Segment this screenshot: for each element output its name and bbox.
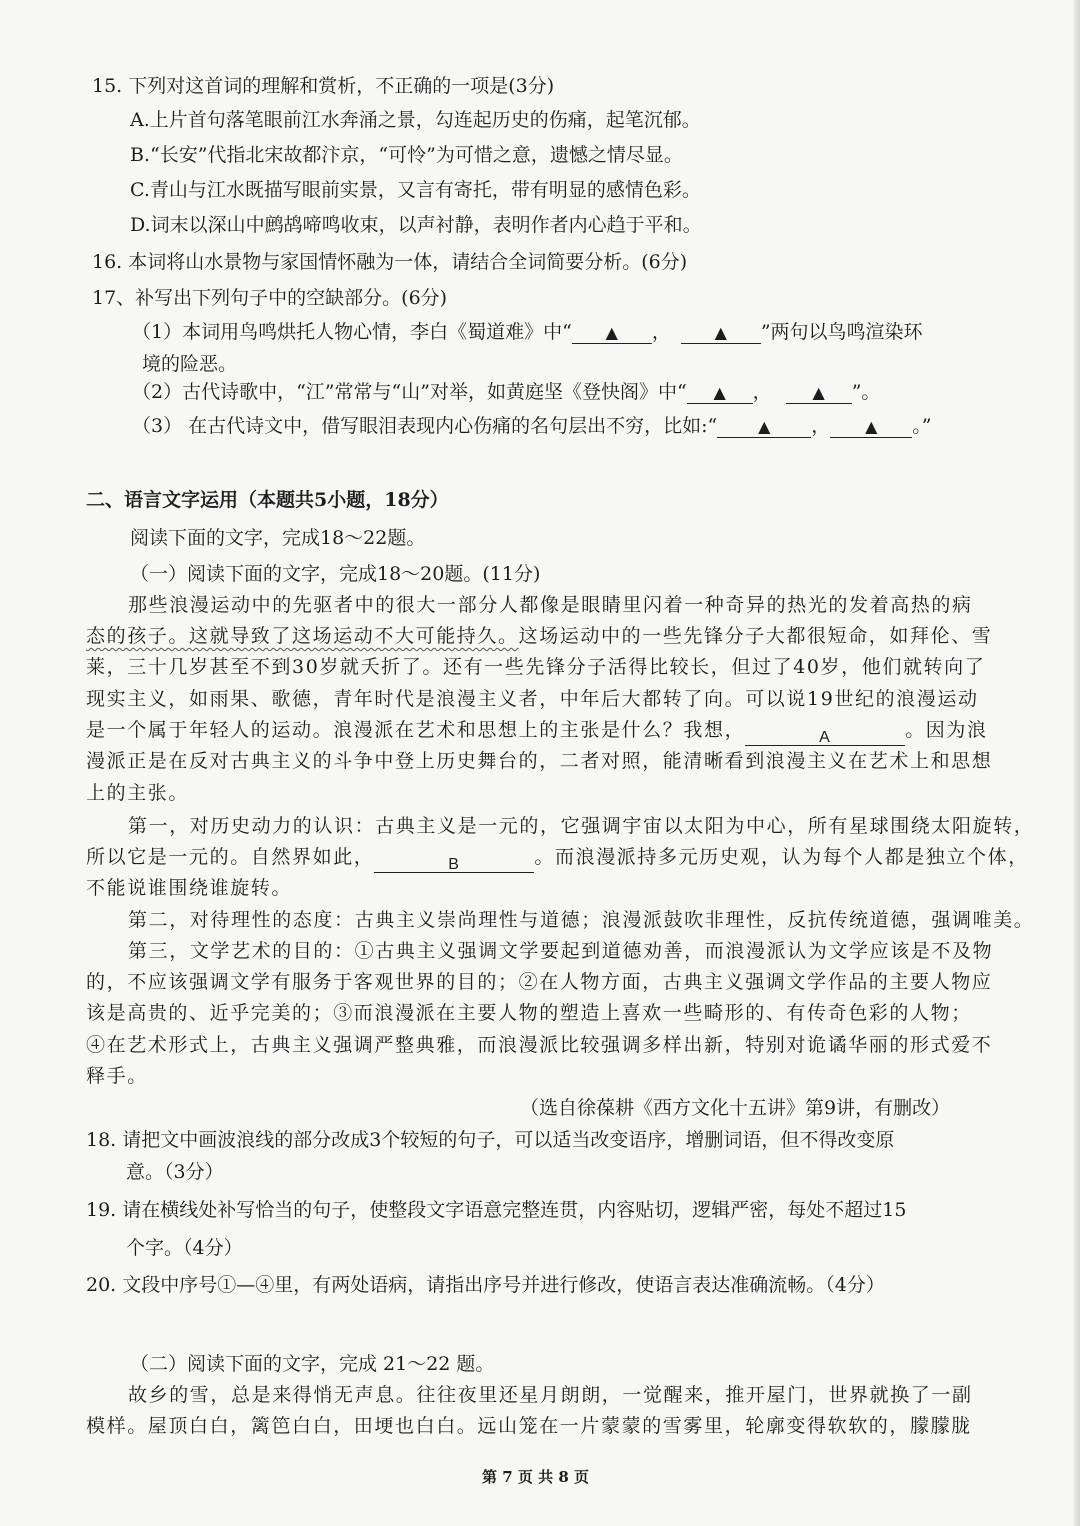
comma: ， (811, 415, 831, 437)
q17-item3-text-a: （3） 在古代诗文中，借写眼泪表现内心伤痛的名句层出不穷，比如:“ (132, 415, 718, 437)
section2-sub2: （二）阅读下面的文字，完成 21～22 题。 (130, 1353, 495, 1375)
triangle-icon: ▲ (605, 323, 618, 342)
q17-item-3 (132, 414, 931, 438)
q15-option-a: A.上片首句落笔眼前江水奔涌之景，勾连起历史的伤痛，起笔沉郁。 (130, 109, 701, 131)
passage1-line: 第二，对待理性的态度：古典主义崇尚理性与道德；浪漫派鼓吹非理性，反抗传统道德，强调唯美。 (128, 909, 1035, 931)
passage1-source: （选自徐葆耕《西方文化十五讲》第9讲，有删改） (520, 1097, 951, 1119)
triangle-icon: ▲ (713, 383, 726, 402)
passage1-line: 该是高贵的、近乎完美的；③而浪漫派在主要人物的塑造上喜欢一些畸形的、有传奇色彩的人物； (86, 1002, 972, 1024)
q19-line2: 个字。（4分） (126, 1237, 243, 1259)
passage1-line (86, 715, 988, 746)
passage1-line: 莱，三十几岁甚至不到30岁就夭折了。还有一些先锋分子活得比较长，但过了40岁，他们就转向了 (86, 656, 986, 678)
comma: ， (752, 381, 772, 403)
passage1-line: 漫派正是在反对古典主义的斗争中登上历史舞台的，二者对照，能清晰看到浪漫主义在艺术上和思想 (86, 750, 993, 772)
passage1-text: 所以它是一元的。自然界如此， (86, 846, 375, 868)
passage1-text: 。而浪漫派持多元历史观，认为每个人都是独立个体， (534, 846, 1029, 868)
passage1-line: 释手。 (86, 1065, 148, 1087)
scan-edge-shadow (1074, 0, 1080, 1526)
triangle-icon: ▲ (758, 417, 771, 436)
passage2-line: 模样。屋顶白白，篱笆白白，田埂也白白。远山笼在一片蒙蒙的雪雾里，轮廓变得软软的，朦朦胧 (86, 1415, 972, 1437)
passage1-line: ④在艺术形式上，古典主义强调严整典雅，而浪漫派比较强调多样出新，特别对诡谲华丽的形式爱不 (86, 1034, 993, 1056)
passage1-line: 第三，文学艺术的目的：①古典主义强调文学要起到道德劝善，而浪漫派认为文学应该是不及物 (128, 940, 994, 962)
answer-blank[interactable] (681, 321, 761, 344)
answer-blank-b[interactable] (374, 848, 534, 873)
answer-blank-a[interactable] (745, 721, 905, 746)
blank-label: A (819, 729, 832, 746)
q17-item2-text-a: （2）古代诗歌中，“江”常常与“山”对举，如黄庭坚《登快阁》中“ (132, 381, 687, 403)
q15-stem: 15. 下列对这首词的理解和赏析，不正确的一项是(3分) (92, 75, 555, 97)
q19-line1: 19. 请在横线处补写恰当的句子，使整段文字语意完整连贯，内容贴切，逻辑严密，每处不超过15 (86, 1199, 907, 1221)
passage1-line: 现实主义，如雨果、歌德，青年时代是浪漫主义者，中年后大都转了向。可以说19世纪的浪漫运动 (86, 688, 979, 710)
q17-item1-text-b: ”两句以鸟鸣渲染环 (760, 321, 923, 343)
passage1-line (86, 842, 1029, 873)
passage1-text: 。因为浪 (905, 719, 988, 741)
section2-heading: 二、语言文字运用（本题共5小题，18分） (86, 489, 449, 511)
passage1-line (86, 621, 992, 652)
q17-item3-text-b: 。” (912, 415, 932, 437)
answer-blank[interactable] (830, 415, 912, 438)
q20-text: 20. 文段中序号①—④里，有两处语病，请指出序号并进行修改，使语言表达准确流畅。（4分） (86, 1274, 885, 1296)
passage1-line: 第一，对历史动力的认识：古典主义是一元的，它强调宇宙以太阳为中心，所有星球围绕太阳旋转， (128, 815, 1035, 837)
comma: ， (651, 321, 671, 343)
q15-option-d: D.词末以深山中鹧鸪啼鸣收束，以声衬静，表明作者内心趋于平和。 (130, 214, 702, 236)
passage1-line: 那些浪漫运动中的先驱者中的很大一部分人都像是眼睛里闪着一种奇异的热光的发着高热的病 (128, 594, 973, 616)
passage1-line: 不能说谁围绕谁旋转。 (86, 877, 293, 899)
q15-option-b: B.“长安”代指北宋故都汴京，“可怜”为可惜之意，遗憾之情尽显。 (130, 144, 683, 166)
blank-label: B (448, 856, 461, 873)
q17-item1-continued: 境的险恶。 (142, 353, 238, 375)
q17-item2-text-b: ”。 (851, 381, 881, 403)
passage1-text: 这场运动中的一些先锋分子大都很短命，如拜伦、雪 (518, 625, 993, 647)
answer-blank[interactable] (786, 381, 852, 404)
triangle-icon: ▲ (812, 383, 825, 402)
passage1-text: 是一个属于年轻人的运动。浪漫派在艺术和思想上的主张是什么？我想， (86, 719, 746, 741)
q17-stem: 17、补写出下列句子中的空缺部分。(6分) (92, 287, 448, 309)
answer-blank[interactable] (717, 415, 811, 438)
answer-blank[interactable] (687, 381, 753, 404)
section2-intro: 阅读下面的文字，完成18～22题。 (130, 527, 426, 549)
wavy-underlined-text: 态的孩子。这就导致了这场运动不大可能持久。 (86, 625, 519, 647)
q17-item-2 (132, 380, 880, 404)
q17-item1-text-a: （1）本词用鸟鸣烘托人物心情，李白《蜀道难》中“ (132, 321, 572, 343)
section2-sub1: （一）阅读下面的文字，完成18～20题。(11分) (130, 563, 541, 585)
passage1-line: 上的主张。 (86, 782, 190, 804)
page-footer: 第 7 页 共 8 页 (482, 1468, 589, 1486)
passage1-line: 的，不应该强调文学有服务于客观世界的目的；②在人物方面，古典主义强调文学作品的主要人物应 (86, 971, 993, 993)
triangle-icon: ▲ (865, 417, 878, 436)
passage2-line: 故乡的雪，总是来得悄无声息。往往夜里还星月朗朗，一觉醒来，推开屋门，世界就换了一副 (128, 1384, 973, 1406)
answer-blank[interactable] (572, 321, 652, 344)
q18-line2: 意。（3分） (126, 1161, 224, 1183)
q17-item-1 (132, 320, 923, 344)
triangle-icon: ▲ (714, 323, 727, 342)
q18-line1: 18. 请把文中画波浪线的部分改成3个较短的句子，可以适当改变语序，增删词语，但不得改变原 (86, 1129, 895, 1151)
q16-text: 16. 本词将山水景物与家国情怀融为一体，请结合全词简要分析。(6分) (92, 251, 688, 273)
q15-option-c: C.青山与江水既描写眼前实景，又言有寄托，带有明显的感情色彩。 (130, 179, 701, 201)
